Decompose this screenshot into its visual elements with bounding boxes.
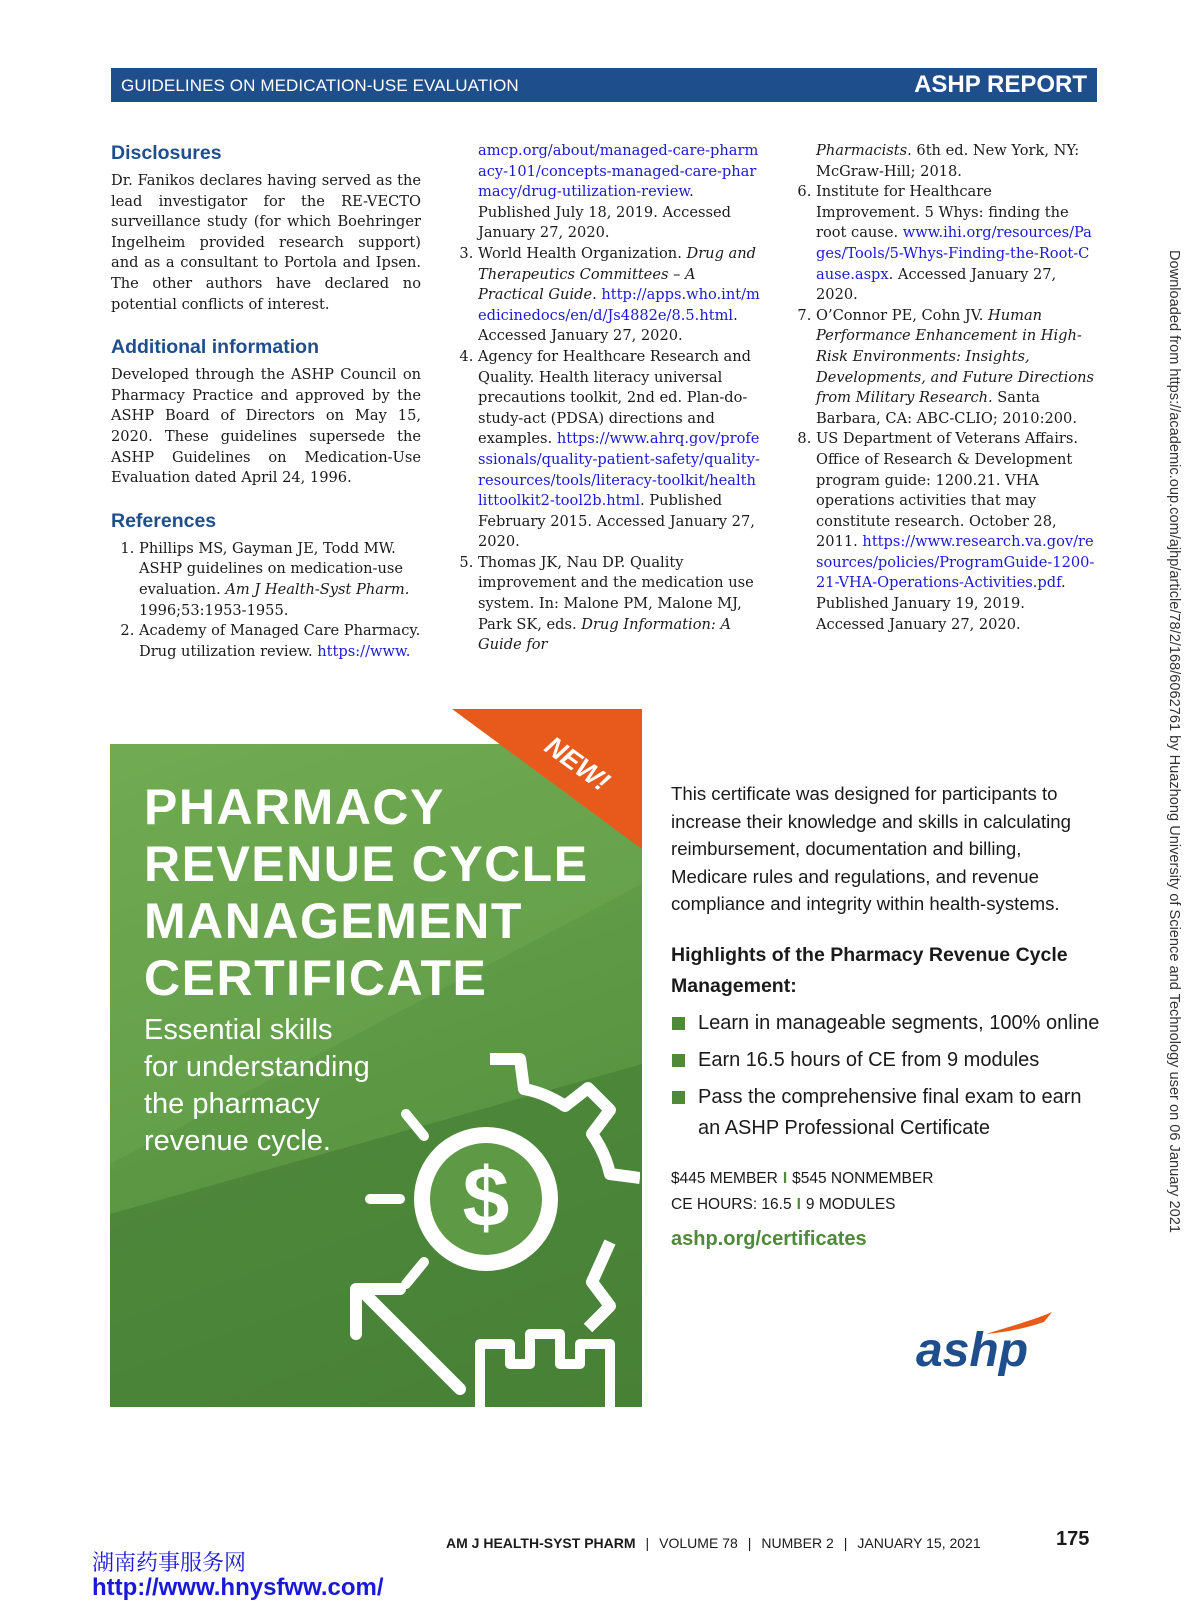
ad-highlights-heading: Highlights of the Pharmacy Revenue Cycle Management:	[671, 943, 1068, 997]
disclosures-heading: Disclosures	[111, 142, 222, 164]
reference-link[interactable]: https://www.research.va.gov/resources/policies/ProgramGuide-1200-21-VHA-Operations-Activities.pdf	[816, 533, 1095, 592]
reference-item: 2. Academy of Managed Care Pharmacy. Drug utilization review. https://www.	[139, 621, 421, 662]
reference-link[interactable]: https://www.	[317, 642, 411, 660]
svg-text:$: $	[462, 1150, 510, 1244]
reference-continuation: Pharmacists. 6th ed. New York, NY: McGraw-Hill; 2018.	[816, 142, 1080, 180]
reference-continuation: amcp.org/about/managed-care-pharmacy-101/concepts-managed-care-pharmacy/drug-utilization-review. Published July 18, 2019. Accessed January 27, 2020.	[478, 142, 759, 242]
ad-pricing: $445 MEMBER I $545 NONMEMBER CE HOURS: 16.5 I 9 MODULES	[671, 1169, 934, 1213]
ad-highlight-item: Learn in manageable segments, 100% online	[671, 1008, 1101, 1039]
reference-item: 8. US Department of Veterans Affairs. Office of Research & Development program guide: 1200.21. VHA operations activities that may constitute research. October 28, 2011. https://www.research.va.gov/resources/policies/ProgramGuide-1200-21-VHA-Operations-Activities.pdf. Published January 19, 2019. Accessed January 27, 2020.	[816, 429, 1098, 635]
page-number: 175	[1056, 1528, 1090, 1550]
references-heading: References	[111, 509, 217, 532]
dollar-gear-icon	[340, 1044, 640, 1407]
price-member: $445 MEMBER	[671, 1169, 778, 1187]
reference-list	[111, 539, 421, 663]
ad-subtitle: Essential skills for understanding the pharmacy revenue cycle.	[144, 1014, 370, 1157]
reference-item: 5. Thomas JK, Nau DP. Quality improvement and the medication use system. In: Malone PM, Malone MJ, Park SK, eds. Drug Information: A Guide for	[478, 553, 760, 656]
issue-date: JANUARY 15, 2021	[857, 1535, 981, 1551]
reference-link[interactable]: amcp.org/about/managed-care-pharmacy-101/concepts-managed-care-pharmacy/drug-utilization-review	[478, 142, 759, 201]
ad-highlight-item: Pass the comprehensive final exam to earn an ASHP Professional Certificate	[671, 1082, 1101, 1144]
price-nonmember: $545 NONMEMBER	[792, 1169, 934, 1187]
square-bullet-icon	[672, 1091, 685, 1104]
ad-description: This certificate was designed for participants to increase their knowledge and skills in calculating reimbursement, documentation and billing, Medicare rules and regulations, and revenue compliance and integrity within health-systems.	[671, 783, 1071, 914]
reference-item: 7. O’Connor PE, Cohn JV. Human Performance Enhancement in High-Risk Environments: Insights, Developments, and Future Directions from Military Research. Santa Barbara, CA: ABC-CLIO; 2010:200.	[816, 306, 1098, 430]
additional-information-text: Developed through the ASHP Council on Pharmacy Practice and approved by the ASHP Board of Directors on May 15, 2020. These guidelines supersede the ASHP Guidelines on Medication-Use Evaluation dated April 24, 1996.	[111, 366, 421, 487]
header-bar	[111, 68, 1097, 102]
ashp-logo-text: ashp	[916, 1324, 1029, 1376]
reference-list	[456, 244, 760, 656]
additional-information-heading: Additional information	[111, 336, 319, 359]
reference-link[interactable]: http://apps.who.int/medicinedocs/en/d/Js4882e/8.5.html	[478, 286, 760, 324]
square-bullet-icon	[672, 1017, 685, 1030]
ad-url-link[interactable]: ashp.org/certificates	[671, 1227, 867, 1250]
new-badge	[452, 709, 642, 849]
column-3	[794, 141, 1098, 635]
ad-info	[671, 780, 1101, 1251]
disclosures-text: Dr. Fanikos declares having served as the lead investigator for the RE-VECTO surveillance study (for which Boehringer Ingelheim provided research support) and as a consultant to Portola and Ipsen. The other authors have declared no potential conflicts of interest.	[111, 172, 421, 313]
watermark-url[interactable]: http://www.hnysfww.com/	[92, 1574, 384, 1601]
reference-link[interactable]: https://www.ahrq.gov/professionals/quality-patient-safety/quality-resources/tools/literacy-toolkit/healthlittoolkit2-tool2b.html	[478, 430, 760, 510]
journal-name: AM J HEALTH-SYST PHARM	[446, 1535, 636, 1551]
issue-number: NUMBER 2	[761, 1535, 834, 1551]
reference-item: 3. World Health Organization. Drug and Therapeutics Committees – A Practical Guide. http://apps.who.int/medicinedocs/en/d/Js4882e/8.5.html. Accessed January 27, 2020.	[478, 244, 760, 347]
new-badge-text: NEW!	[539, 730, 616, 798]
ashp-logo	[916, 1312, 1056, 1376]
watermark-chinese: 湖南药事服务网	[92, 1551, 247, 1576]
ce-hours: CE HOURS: 16.5	[671, 1195, 792, 1213]
reference-item: 1. Phillips MS, Gayman JE, Todd MW. ASHP guidelines on medication-use evaluation. Am J Health-Syst Pharm. 1996;53:1953-1955.	[139, 539, 421, 621]
ad-highlight-item: Earn 16.5 hours of CE from 9 modules	[671, 1045, 1101, 1076]
page-footer: AM J HEALTH-SYST PHARM | VOLUME 78 | NUMBER 2 | JANUARY 15, 2021	[446, 1535, 981, 1551]
report-label: ASHP REPORT	[914, 71, 1087, 98]
reference-item: 4. Agency for Healthcare Research and Quality. Health literacy universal precautions toolkit, 2nd ed. Plan-do-study-act (PDSA) directions and examples. https://www.ahrq.gov/professionals/quality-patient-safety/quality-resources/tools/literacy-toolkit/healthlittoolkit2-tool2b.html. Published February 2015. Accessed January 27, 2020.	[478, 347, 760, 553]
reference-list	[794, 182, 1098, 635]
ad-title: PHARMACY REVENUE CYCLE MANAGEMENT CERTIFICATE	[144, 779, 589, 1006]
running-title: GUIDELINES ON MEDICATION-USE EVALUATION	[121, 76, 519, 95]
column-2	[456, 141, 760, 656]
column-1	[111, 141, 421, 662]
modules-count: 9 MODULES	[805, 1195, 896, 1213]
download-note: Downloaded from https://academic.oup.com/ajhp/article/78/2/168/6062761 by Huazhong University of Science and Technology user on 06 January 2021	[1166, 250, 1182, 1233]
reference-item: 6. Institute for Healthcare Improvement. 5 Whys: finding the root cause. www.ihi.org/resources/Pages/Tools/5-Whys-Finding-the-Root-Cause.aspx. Accessed January 27, 2020.	[816, 182, 1098, 306]
square-bullet-icon	[672, 1054, 685, 1067]
volume: VOLUME 78	[659, 1535, 738, 1551]
reference-link[interactable]: www.ihi.org/resources/Pages/Tools/5-Whys-Finding-the-Root-Cause.aspx	[816, 224, 1092, 283]
